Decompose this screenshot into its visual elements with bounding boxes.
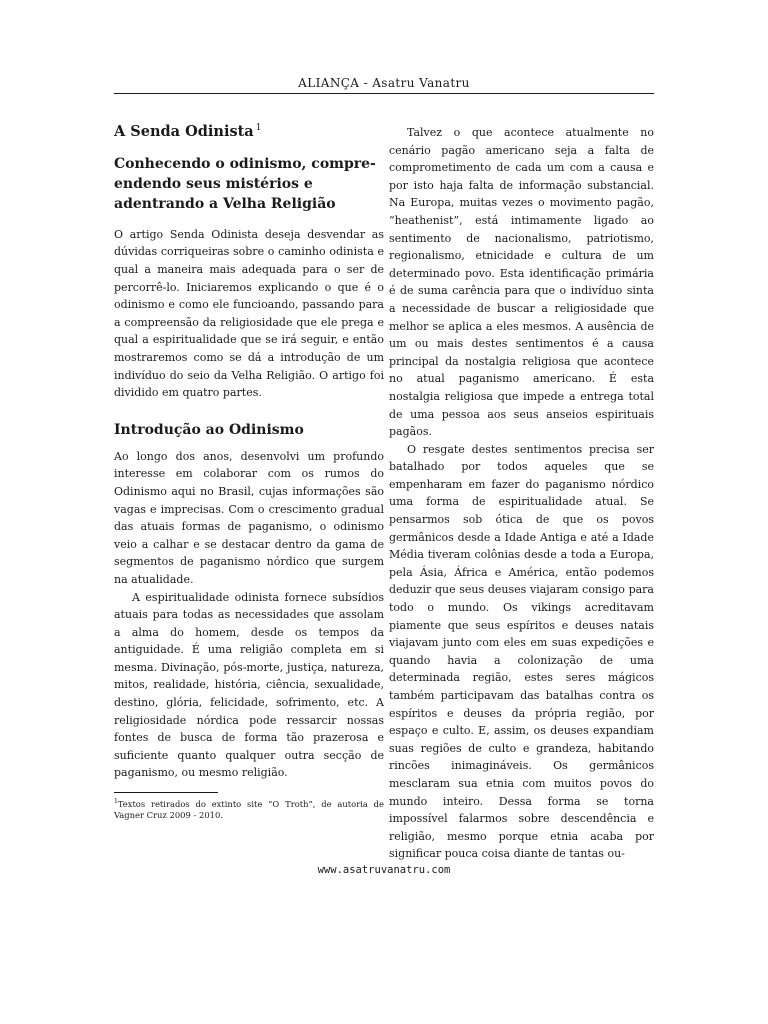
section-paragraph-1: Ao longo dos anos, desenvolvi um profundo interesse em colaborar com os rumos do Odinismo aqui no Brasil, cujas informações são vagas e imprecisas. Com o crescimento gradual das atuais formas de paganismo, o odinismo veio a calhar e se destacar dentro da gama de segmentos de paganismo nórdico que surgem na atualidade. xyxy=(114,449,384,586)
footer-url[interactable]: www.asatruvanatru.com xyxy=(317,864,451,876)
left-column xyxy=(114,118,384,821)
article-title-text: A Senda Odinista xyxy=(114,122,254,140)
running-header: ALIANÇA - Asatru Vanatru xyxy=(298,76,470,90)
intro-paragraph: O artigo Senda Odinista deseja desvendar as dúvidas corriqueiras sobre o caminho odinista e qual a maneira mais adequada para o ser de percorrê-lo. Iniciaremos explicando o que é o odinismo e como ele funcioando, passando para a compreensão da religiosidade que ele prega e qual a espiritualidade que se irá seguir, e então mostraremos como se dá a introdução de um indivíduo do seio da Velha Religião. O artigo foi dividido em quatro partes. xyxy=(114,227,384,400)
right-column xyxy=(389,124,654,863)
footnote-text: Textos retirados do extinto site “O Troth”, de autoria de Vagner Cruz 2009 - 2010. xyxy=(114,798,384,820)
footnote xyxy=(114,796,384,821)
footnote-mark: 1 xyxy=(255,123,262,133)
right-paragraph-1: Talvez o que acontece atualmente no cenário pagão americano seja a falta de comprometimento de cada um com a causa e por isto haja falta de informação substancial. Na Europa, muitas vezes o movimento pagão, “heathenist”, está intimamente ligado ao sentimento de nacionalismo, patriotismo, regionalismo, etnicidade e cultura de um determinado povo. Esta identificação primária é de suma carência para que o indivíduo sinta a necessidade de buscar a religiosidade que melhor se aplica a eles mesmos. A ausência de um ou mais destes sentimentos é a causa principal da nostalgia religiosa que acontece no atual paganismo americano. É esta nostalgia religiosa que impede a entrega total de uma pessoa aos seus anseios espirituais pagãos. xyxy=(389,126,654,439)
section-heading: Introdução ao Odinismo xyxy=(114,421,304,438)
footnote-rule xyxy=(114,792,218,793)
article-title xyxy=(114,118,384,142)
footnote-number: 1 xyxy=(114,798,118,806)
section-paragraph-2: A espiritualidade odinista fornece subsídios atuais para todas as necessidades que assolam a alma do homem, desde os tempos da antiguidade. É uma religião completa em si mesma. Divinação, pós-morte, justiça, natureza, mitos, realidade, história, ciência, sexualidade, destino, glória, felicidade, sofrimento, etc. A religiosidade nórdica pode ressarcir nossas fontes de busca de forma tão prazerosa e suficiente quanto qualquer outra secção de paganismo, ou mesmo religião. xyxy=(114,590,384,780)
right-paragraph-2: O resgate destes sentimentos precisa ser batalhado por todos aqueles que se empenharam em fazer do paganismo nórdico uma forma de espiritualidade atual. Se pensarmos sob ótica de que os povos germânicos desde a Idade Antiga e até a Idade Média tiveram colônias desde a toda a Europa, pela Ásia, África e América, então podemos deduzir que seus deuses viajaram consigo para todo o mundo. Os vikings acreditavam piamente que seus espíritos e deuses natais viajavam junto com eles em suas expedições e quando havia a colonização de uma determinada região, estes seres mágicos também participavam das batalhas contra os espíritos e deuses da própria região, por espaço e culto. E, assim, os deuses expandiam suas regiões de culto e grandeza, habitando rincões inimagináveis. Os germânicos mesclaram sua etnia com muitos povos do mundo inteiro. Dessa forma se torna impossível falarmos sobre descendência e religião, mesmo porque etnia acaba por significar pouca coisa diante de tantas ou- xyxy=(389,442,654,861)
header-rule xyxy=(114,93,654,94)
article-subtitle: Conhecendo o odinismo, compre-endendo seus mistérios e adentrando a Velha Religião xyxy=(114,155,376,212)
